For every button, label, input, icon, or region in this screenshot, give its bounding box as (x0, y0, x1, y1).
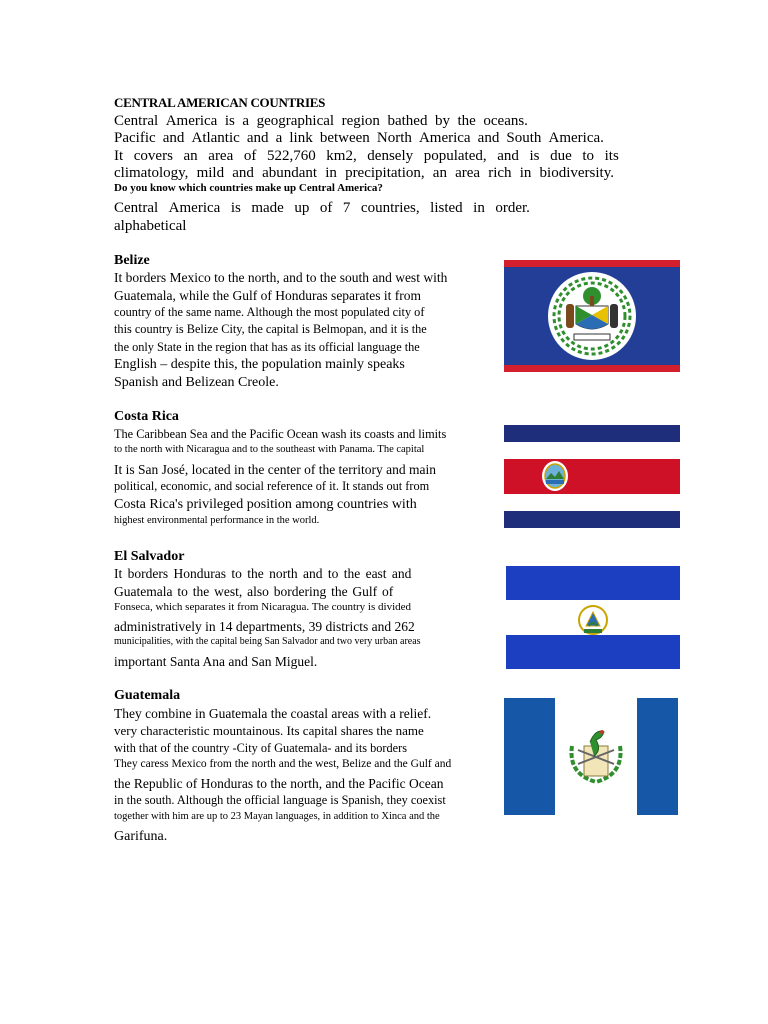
guatemala-line-3: with that of the country -City of Guatemala- and its borders (114, 741, 407, 755)
el-salvador-line-1: It borders Honduras to the north and to the east and (114, 566, 412, 581)
intro-line-3 (114, 149, 619, 164)
word: and (232, 165, 254, 181)
word: It (114, 148, 124, 164)
intro-line-2 (114, 131, 604, 146)
word: Pacific (114, 130, 156, 146)
word: countries, (360, 200, 420, 216)
guatemala-line-8: Garifuna. (114, 829, 168, 844)
word: covers (133, 148, 173, 164)
belize-flag (504, 260, 680, 372)
el-salvador-line-3: Fonseca, which separates it from Nicaragua. The country is divided (114, 601, 412, 613)
word: area (455, 165, 481, 181)
word: made (251, 200, 284, 216)
word: is (230, 200, 241, 216)
belize-line-5: the only State in the region that has as its official language the (114, 340, 420, 354)
word: America (168, 200, 221, 216)
intro-line-4 (114, 166, 614, 181)
costa-rica-line-5: Costa Rica's privileged position among countries with (114, 497, 417, 512)
guatemala-line-6: in the south. Although the official language is Spanish, they coexist (114, 793, 446, 807)
belize-line-1: It borders Mexico to the north, and to the south and west with (114, 270, 448, 285)
word: by (434, 113, 450, 129)
word: climatology, (114, 165, 189, 181)
word: a (275, 130, 283, 146)
word: North (376, 130, 412, 146)
word: populated, (423, 148, 487, 164)
word: America (165, 113, 218, 129)
word: its (604, 148, 619, 164)
word: area (208, 148, 234, 164)
word: Atlantic (191, 130, 240, 146)
guatemala-flag (504, 698, 678, 815)
el-salvador-line-5: municipalities, with the capital being San Salvador and two very urban areas (114, 636, 421, 647)
word: in (473, 200, 485, 216)
word: order. (495, 200, 530, 216)
word: geographical (256, 113, 335, 129)
word: up (294, 200, 310, 216)
costa-rica-flag (504, 425, 680, 528)
word: abundant (262, 165, 318, 181)
guatemala-line-5: the Republic of Honduras to the north, and the Pacific Ocean (114, 776, 444, 791)
word: America (418, 130, 471, 146)
word: and (246, 130, 269, 146)
guatemala-heading: Guatemala (114, 688, 181, 703)
costa-rica-line-4: political, economic, and social reference of it. It stands out from (114, 479, 430, 493)
word: listed (430, 200, 463, 216)
el-salvador-line-4: administratively in 14 departments, 39 districts and 262 (114, 619, 415, 634)
costa-rica-line-3: It is San José, located in the center of the territory and main (114, 462, 437, 477)
answer-line-2: alphabetical (114, 218, 187, 234)
costa-rica-line-2: to the north with Nicaragua and to the southeast with Panama. The capital (114, 444, 425, 455)
guatemala-line-4: They caress Mexico from the north and the west, Belize and the Gulf and (114, 758, 452, 770)
word: in (519, 165, 532, 181)
word: oceans. (483, 113, 528, 129)
word: and (497, 148, 519, 164)
word: link (289, 130, 313, 146)
word: an (183, 148, 198, 164)
el-salvador-line-6: important Santa Ana and San Miguel. (114, 654, 318, 669)
word: rich (488, 165, 512, 181)
word: mild (196, 165, 225, 181)
intro-line-1 (114, 114, 528, 129)
belize-line-7: Spanish and Belizean Creole. (114, 375, 279, 390)
word: 7 (342, 200, 351, 216)
guatemala-line-7: together with him are up to 23 Mayan languages, in addition to Xinca and the (114, 811, 440, 822)
belize-heading: Belize (114, 253, 150, 268)
costa-rica-heading: Costa Rica (114, 409, 179, 424)
document-title: CENTRAL AMERICAN COUNTRIES (114, 95, 326, 110)
guatemala-line-2: very characteristic mountainous. Its capital shares the name (114, 723, 424, 738)
answer-line-1 (114, 201, 530, 216)
el-salvador-flag (506, 566, 680, 669)
belize-line-6: English – despite this, the population mainly speaks (114, 357, 405, 372)
word: in (325, 165, 337, 181)
word: an (432, 165, 447, 181)
word: of (319, 200, 333, 216)
word: the (457, 113, 476, 129)
word: Central (114, 200, 159, 216)
belize-line-3: country of the same name. Although the most populated city of (114, 305, 425, 319)
question-heading: Do you know which countries make up Central America? (114, 182, 383, 194)
word: km2, (326, 148, 357, 164)
word: biodiversity. (539, 165, 614, 181)
word: precipitation, (345, 165, 425, 181)
word: South (506, 130, 542, 146)
word: and (162, 130, 185, 146)
belize-line-4: this country is Belize City, the capital is Belmopan, and it is the (114, 322, 427, 336)
word: to (582, 148, 595, 164)
costa-rica-line-6: highest environmental performance in the world. (114, 515, 320, 526)
word: 522,760 (266, 148, 316, 164)
word: densely (367, 148, 414, 164)
guatemala-line-1: They combine in Guatemala the coastal areas with a relief. (114, 706, 432, 721)
word: Central (114, 113, 159, 129)
el-salvador-heading: El Salvador (114, 549, 185, 564)
word: bathed (387, 113, 428, 129)
word: is (224, 113, 235, 129)
belize-line-2: Guatemala, while the Gulf of Honduras separates it from (114, 288, 422, 303)
word: due (550, 148, 572, 164)
word: is (529, 148, 540, 164)
el-salvador-line-2: Guatemala to the west, also bordering the Gulf of (114, 584, 394, 599)
word: America. (548, 130, 604, 146)
word: region (341, 113, 380, 129)
word: and (477, 130, 500, 146)
word: between (319, 130, 370, 146)
word: a (242, 113, 250, 129)
word: of (243, 148, 257, 164)
costa-rica-line-1: The Caribbean Sea and the Pacific Ocean wash its coasts and limits (114, 427, 447, 441)
